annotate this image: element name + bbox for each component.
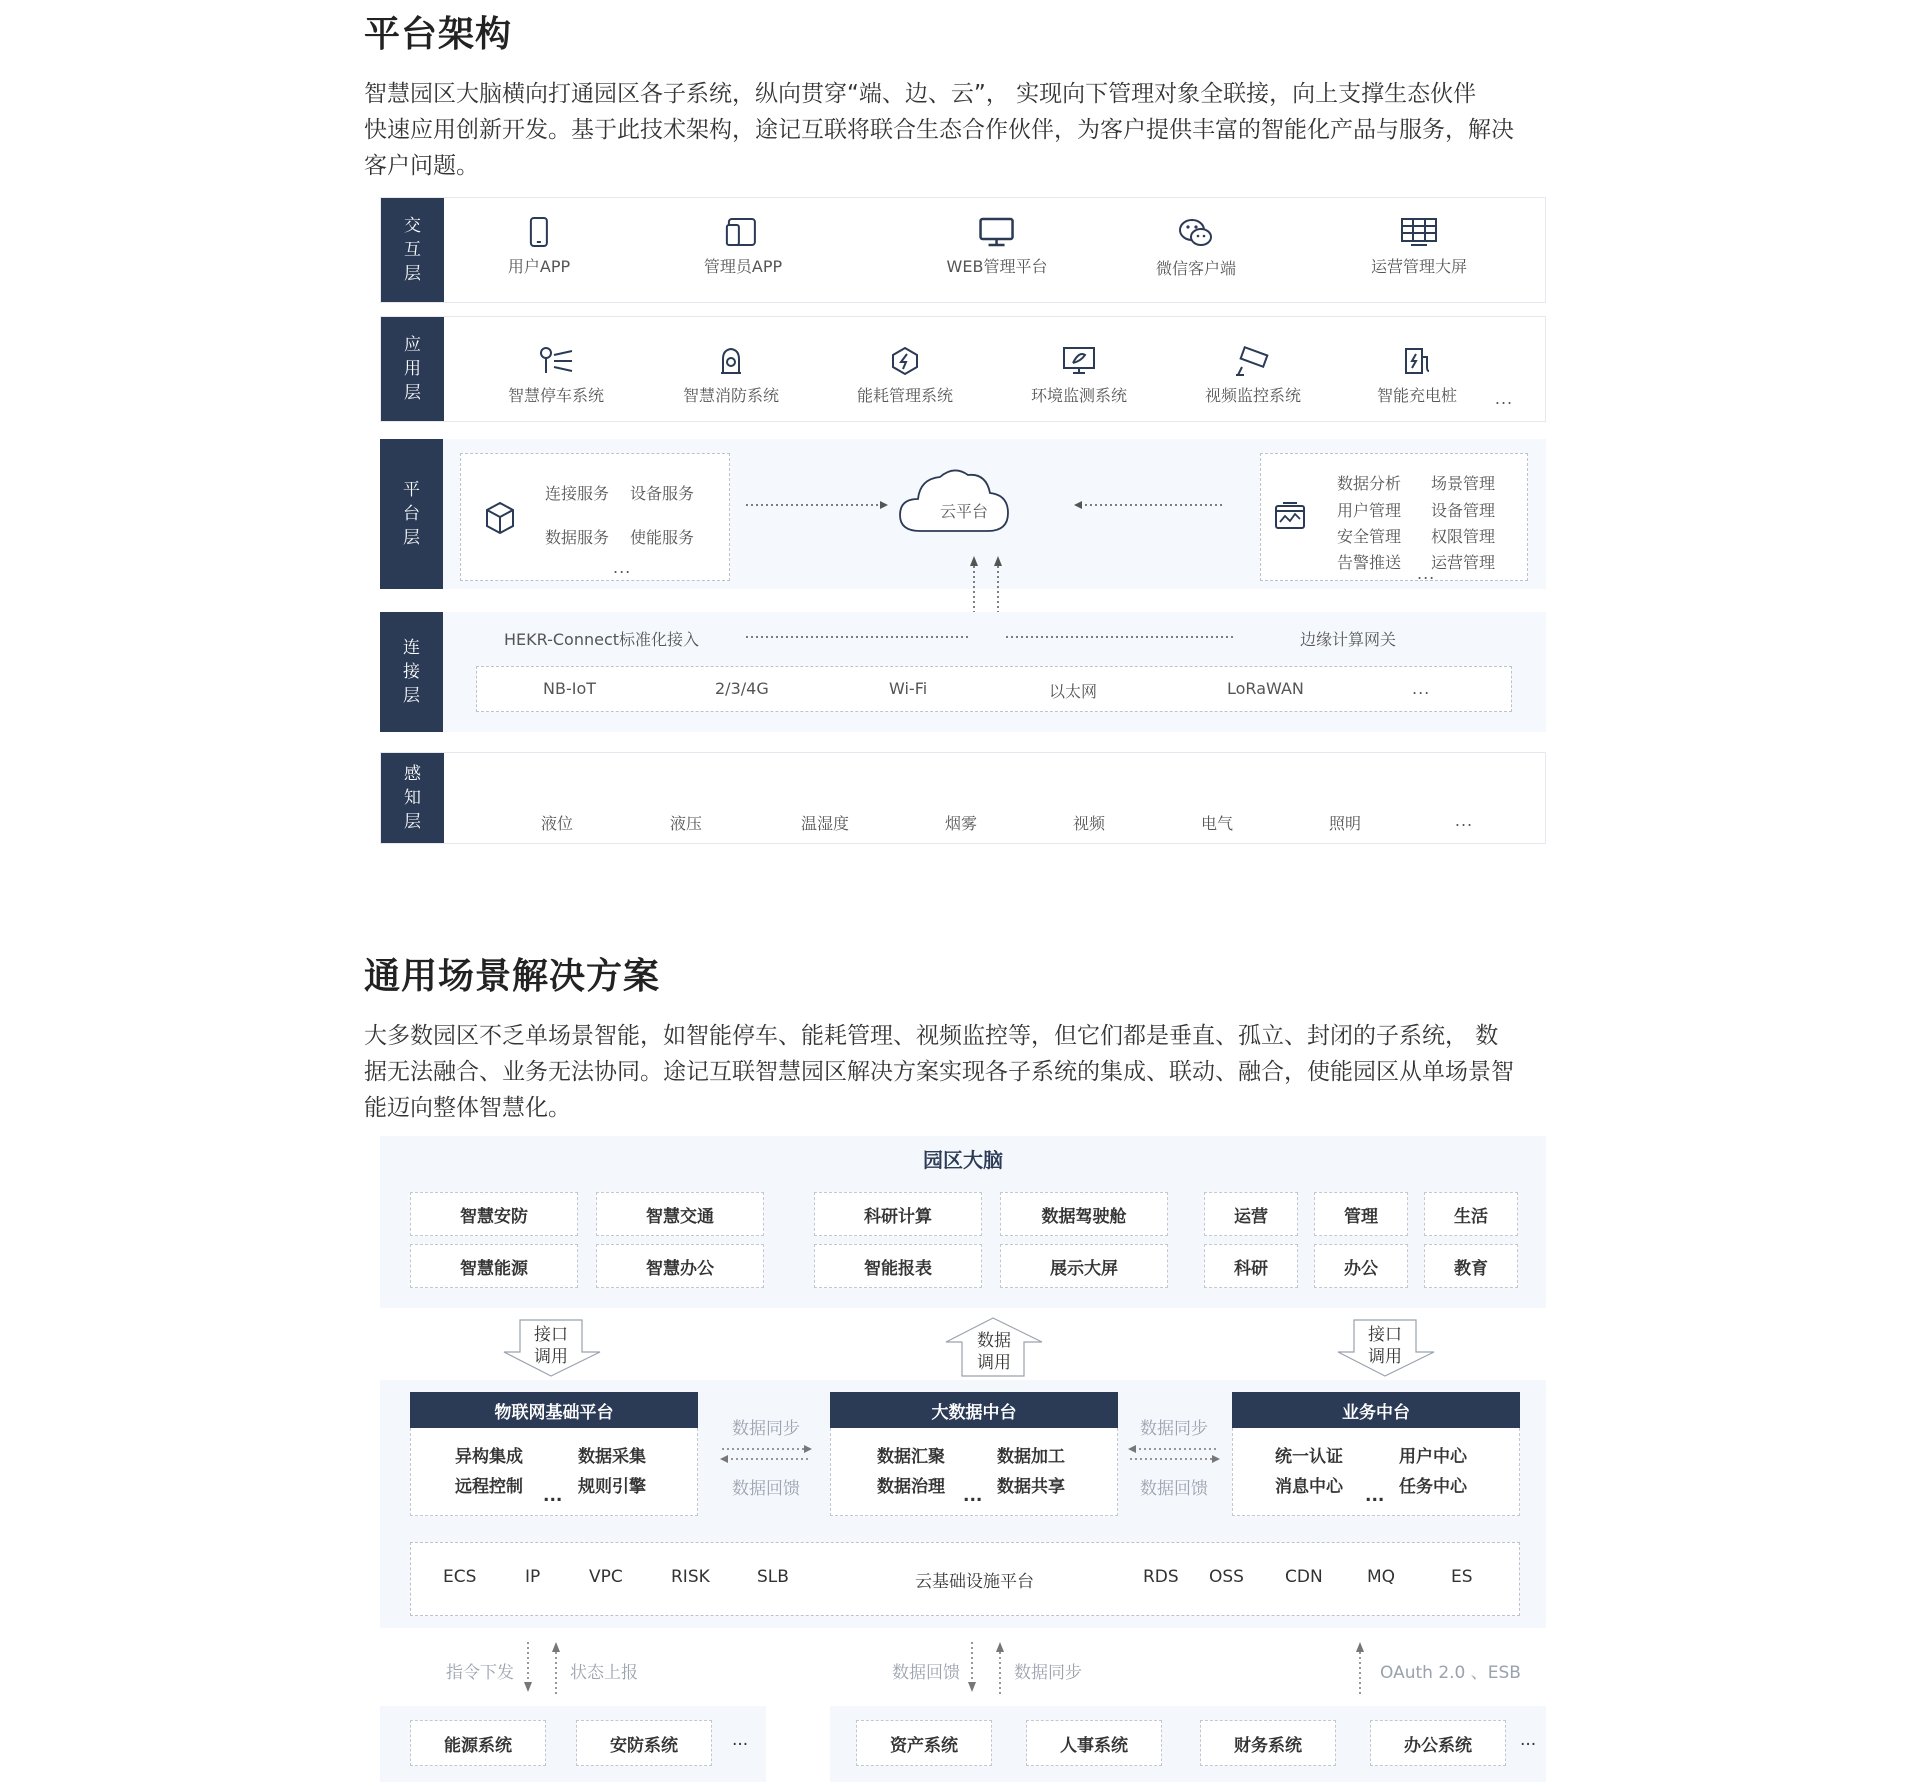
brain-cell: 智慧能源 xyxy=(410,1244,578,1288)
parking-icon xyxy=(538,345,574,377)
layer-connection xyxy=(380,612,1546,732)
item-smart-charger: 智能充电桩 xyxy=(1377,345,1457,406)
business-platform-header: 业务中台 xyxy=(1232,1392,1520,1428)
environment-monitor-icon xyxy=(1061,345,1097,377)
sensor-lighting: 照明 xyxy=(1328,814,1362,833)
item-environment-monitor: 环境监测系统 xyxy=(1031,345,1127,406)
sync-label-a2: 数据回馈 xyxy=(732,1479,800,1499)
service-connect: 连接服务 xyxy=(545,484,610,503)
fire-icon xyxy=(715,345,747,377)
right-more: ... xyxy=(1417,564,1436,583)
protocol-wifi: Wi-Fi xyxy=(889,679,928,698)
brain-cell: 数据驾驶舱 xyxy=(1000,1192,1168,1236)
flow-command-down: 指令下发 xyxy=(446,1663,514,1683)
arrow-label-right: 接口 调用 xyxy=(1368,1325,1402,1367)
bigdata-item: 数据汇聚 xyxy=(877,1447,945,1467)
para-line: 能迈向整体智慧化。 xyxy=(364,1095,571,1121)
sync-arrows-b xyxy=(1124,1444,1224,1464)
biz-item: 用户中心 xyxy=(1399,1447,1467,1467)
application-more: ... xyxy=(1494,389,1514,408)
sync-label-b2: 数据回馈 xyxy=(1140,1479,1208,1499)
bigdata-more: ... xyxy=(963,1486,983,1506)
item-user-app: 用户APP xyxy=(508,216,570,277)
para-line: 大多数园区不乏单场景智能，如智能停车、能耗管理、视频监控等，但它们都是垂直、孤立、封闭的子系统， 数 xyxy=(364,1023,1499,1049)
system-box: 能源系统 xyxy=(410,1720,546,1766)
phone-icon xyxy=(527,216,551,248)
system-box: 人事系统 xyxy=(1026,1720,1162,1766)
sensor-more: ... xyxy=(1454,811,1474,830)
camera-icon xyxy=(1234,345,1272,377)
arrow-label-mid: 数据 调用 xyxy=(977,1331,1011,1373)
brain-cell: 办公 xyxy=(1314,1244,1408,1288)
hekr-connect-label: HEKR-Connect标准化接入 xyxy=(504,630,700,649)
feature-user-mgmt: 用户管理 xyxy=(1337,501,1402,520)
cloud-infrastructure-bar xyxy=(410,1542,1520,1616)
protocol-ethernet: 以太网 xyxy=(1049,682,1098,701)
sync-label-a1: 数据同步 xyxy=(732,1419,800,1439)
layer-tag-application: 应 用 层 xyxy=(381,317,444,421)
item-web-platform: WEB管理平台 xyxy=(947,216,1048,277)
arrow-to-cloud-right xyxy=(1068,499,1228,511)
charger-icon xyxy=(1401,345,1433,377)
brain-cell: 智慧交通 xyxy=(596,1192,764,1236)
service-device: 设备服务 xyxy=(630,484,695,503)
infra-item: MQ xyxy=(1367,1567,1396,1587)
park-brain-panel xyxy=(380,1136,1546,1308)
section-title-architecture: 平台架构 xyxy=(364,14,513,55)
sensor-temp-humidity: 温湿度 xyxy=(800,814,850,833)
item-fire-safety: 智慧消防系统 xyxy=(683,345,779,406)
protocol-more: ... xyxy=(1412,679,1431,698)
infra-item: ES xyxy=(1451,1567,1473,1587)
service-enable: 使能服务 xyxy=(630,528,695,547)
sync-arrows-a xyxy=(716,1444,816,1464)
layer-application xyxy=(380,316,1546,422)
layer-platform xyxy=(380,439,1546,589)
flow-arrows-mid xyxy=(968,1640,1008,1696)
layer-tag-interaction: 交 互 层 xyxy=(381,198,444,302)
layer-tag-connection: 连 接 层 xyxy=(380,612,443,732)
biz-item: 消息中心 xyxy=(1275,1477,1343,1497)
sensor-electric: 电气 xyxy=(1200,814,1234,833)
flow-data-feedback: 数据回馈 xyxy=(892,1663,960,1683)
brain-cell: 科研 xyxy=(1204,1244,1298,1288)
iot-item: 数据采集 xyxy=(578,1447,646,1467)
item-smart-parking: 智慧停车系统 xyxy=(508,345,604,406)
service-data: 数据服务 xyxy=(545,528,610,547)
platforms-panel xyxy=(380,1380,1546,1628)
item-ops-screen: 运营管理大屏 xyxy=(1371,216,1467,277)
cloud-platform-label: 云平台 xyxy=(939,502,989,521)
feature-data-analysis: 数据分析 xyxy=(1337,474,1402,493)
infra-item: SLB xyxy=(757,1567,789,1587)
biz-item: 统一认证 xyxy=(1275,1447,1343,1467)
sensor-smoke: 烟雾 xyxy=(944,814,978,833)
brain-cell: 管理 xyxy=(1314,1192,1408,1236)
bottom-panel-right xyxy=(830,1706,1546,1782)
solution-paragraph xyxy=(364,1018,1584,1126)
para-line: 据无法融合、业务无法协同。途记互联智慧园区解决方案实现各子系统的集成、联动、融合，使能园区从单场景智 xyxy=(364,1059,1514,1085)
infra-item: RISK xyxy=(671,1567,710,1587)
infra-item: IP xyxy=(525,1567,541,1587)
brain-cell: 展示大屏 xyxy=(1000,1244,1168,1288)
iot-platform-body xyxy=(410,1428,698,1516)
edge-gateway-label: 边缘计算网关 xyxy=(1300,630,1397,649)
flow-arrows-left xyxy=(524,1640,564,1696)
sensor-video: 视频 xyxy=(1072,814,1106,833)
item-admin-app: 管理员APP xyxy=(704,216,782,277)
bottom-panel-left xyxy=(380,1706,766,1782)
brain-cell: 智慧安防 xyxy=(410,1192,578,1236)
iot-item: 异构集成 xyxy=(455,1447,523,1467)
cube-icon xyxy=(483,500,517,536)
infra-center-label: 云基础设施平台 xyxy=(915,1572,1034,1592)
item-energy-management: 能耗管理系统 xyxy=(857,345,953,406)
analytics-screen-icon xyxy=(1273,500,1307,532)
brain-cell: 教育 xyxy=(1424,1244,1518,1288)
bigdata-platform-header: 大数据中台 xyxy=(830,1392,1118,1428)
iot-platform-header: 物联网基础平台 xyxy=(410,1392,698,1428)
bottom-right-more: ... xyxy=(1520,1730,1537,1750)
infra-item: CDN xyxy=(1285,1567,1323,1587)
system-box: 财务系统 xyxy=(1200,1720,1336,1766)
wechat-icon xyxy=(1177,216,1215,250)
platform-left-box xyxy=(460,453,730,581)
section-title-solution: 通用场景解决方案 xyxy=(364,956,661,997)
biz-more: ... xyxy=(1365,1486,1385,1506)
business-platform-body xyxy=(1232,1428,1520,1516)
para-line: 智慧园区大脑横向打通园区各子系统，纵向贯穿“端、边、云”， 实现向下管理对象全联接，向上支撑生态伙伴 xyxy=(364,81,1477,107)
flow-arrow-right xyxy=(1354,1640,1366,1696)
iot-more: ... xyxy=(543,1486,563,1506)
item-wechat-client: 微信客户端 xyxy=(1156,216,1236,279)
system-box: 安防系统 xyxy=(576,1720,712,1766)
sync-label-b1: 数据同步 xyxy=(1140,1419,1208,1439)
arrow-label-left: 接口 调用 xyxy=(534,1325,568,1367)
flow-status-up: 状态上报 xyxy=(570,1663,638,1683)
brain-cell: 智慧办公 xyxy=(596,1244,764,1288)
para-line: 快速应用创新开发。基于此技术架构，途记互联将联合生态合作伙伴，为客户提供丰富的智能化产品与服务，解决 xyxy=(364,117,1514,143)
sensor-level: 液位 xyxy=(540,814,574,833)
feature-alarm-push: 告警推送 xyxy=(1337,553,1402,572)
connection-dotted-line xyxy=(744,634,1604,640)
feature-device-mgmt: 设备管理 xyxy=(1431,501,1496,520)
arrow-to-cloud-left xyxy=(744,499,894,511)
protocol-lorawan: LoRaWAN xyxy=(1227,679,1304,698)
bottom-left-more: ... xyxy=(732,1730,749,1750)
brain-cell: 智能报表 xyxy=(814,1244,982,1288)
bigdata-item: 数据共享 xyxy=(997,1477,1065,1497)
architecture-paragraph xyxy=(364,76,1584,184)
bigdata-platform-body xyxy=(830,1428,1118,1516)
dashboard-screen-icon xyxy=(1399,216,1439,248)
infra-item: RDS xyxy=(1143,1567,1179,1587)
infra-item: ECS xyxy=(443,1567,477,1587)
brain-cell: 科研计算 xyxy=(814,1192,982,1236)
para-line: 客户问题。 xyxy=(364,153,479,179)
platform-right-box xyxy=(1260,453,1528,581)
tablet-icon xyxy=(725,216,761,248)
protocol-box xyxy=(476,666,1512,712)
feature-permission-mgmt: 权限管理 xyxy=(1431,527,1496,546)
bigdata-item: 数据治理 xyxy=(877,1477,945,1497)
protocol-nbiot: NB-IoT xyxy=(543,679,596,698)
bigdata-item: 数据加工 xyxy=(997,1447,1065,1467)
item-video-surveillance: 视频监控系统 xyxy=(1205,345,1301,406)
infra-item: VPC xyxy=(589,1567,623,1587)
monitor-icon xyxy=(978,216,1016,248)
iot-item: 远程控制 xyxy=(455,1477,523,1497)
feature-scene-mgmt: 场景管理 xyxy=(1431,474,1496,493)
layer-tag-perception: 感 知 层 xyxy=(381,753,444,843)
feature-security-mgmt: 安全管理 xyxy=(1337,527,1402,546)
energy-icon xyxy=(889,345,921,377)
flow-oauth-esb: OAuth 2.0 、ESB xyxy=(1380,1663,1521,1683)
brain-cell: 生活 xyxy=(1424,1192,1518,1236)
flow-data-sync: 数据同步 xyxy=(1014,1663,1082,1683)
iot-item: 规则引擎 xyxy=(578,1477,646,1497)
system-box: 办公系统 xyxy=(1370,1720,1506,1766)
sensor-pressure: 液压 xyxy=(669,814,703,833)
feature-operation-mgmt: 运营管理 xyxy=(1431,553,1496,572)
layer-perception xyxy=(380,752,1546,844)
brain-cell: 运营 xyxy=(1204,1192,1298,1236)
system-box: 资产系统 xyxy=(856,1720,992,1766)
protocol-cellular: 2/3/4G xyxy=(715,679,769,698)
layer-interaction xyxy=(380,197,1546,303)
park-brain-title: 园区大脑 xyxy=(923,1148,1003,1172)
left-more: ... xyxy=(613,558,632,577)
infra-item: OSS xyxy=(1209,1567,1244,1587)
biz-item: 任务中心 xyxy=(1399,1477,1467,1497)
layer-tag-platform: 平 台 层 xyxy=(380,439,443,589)
